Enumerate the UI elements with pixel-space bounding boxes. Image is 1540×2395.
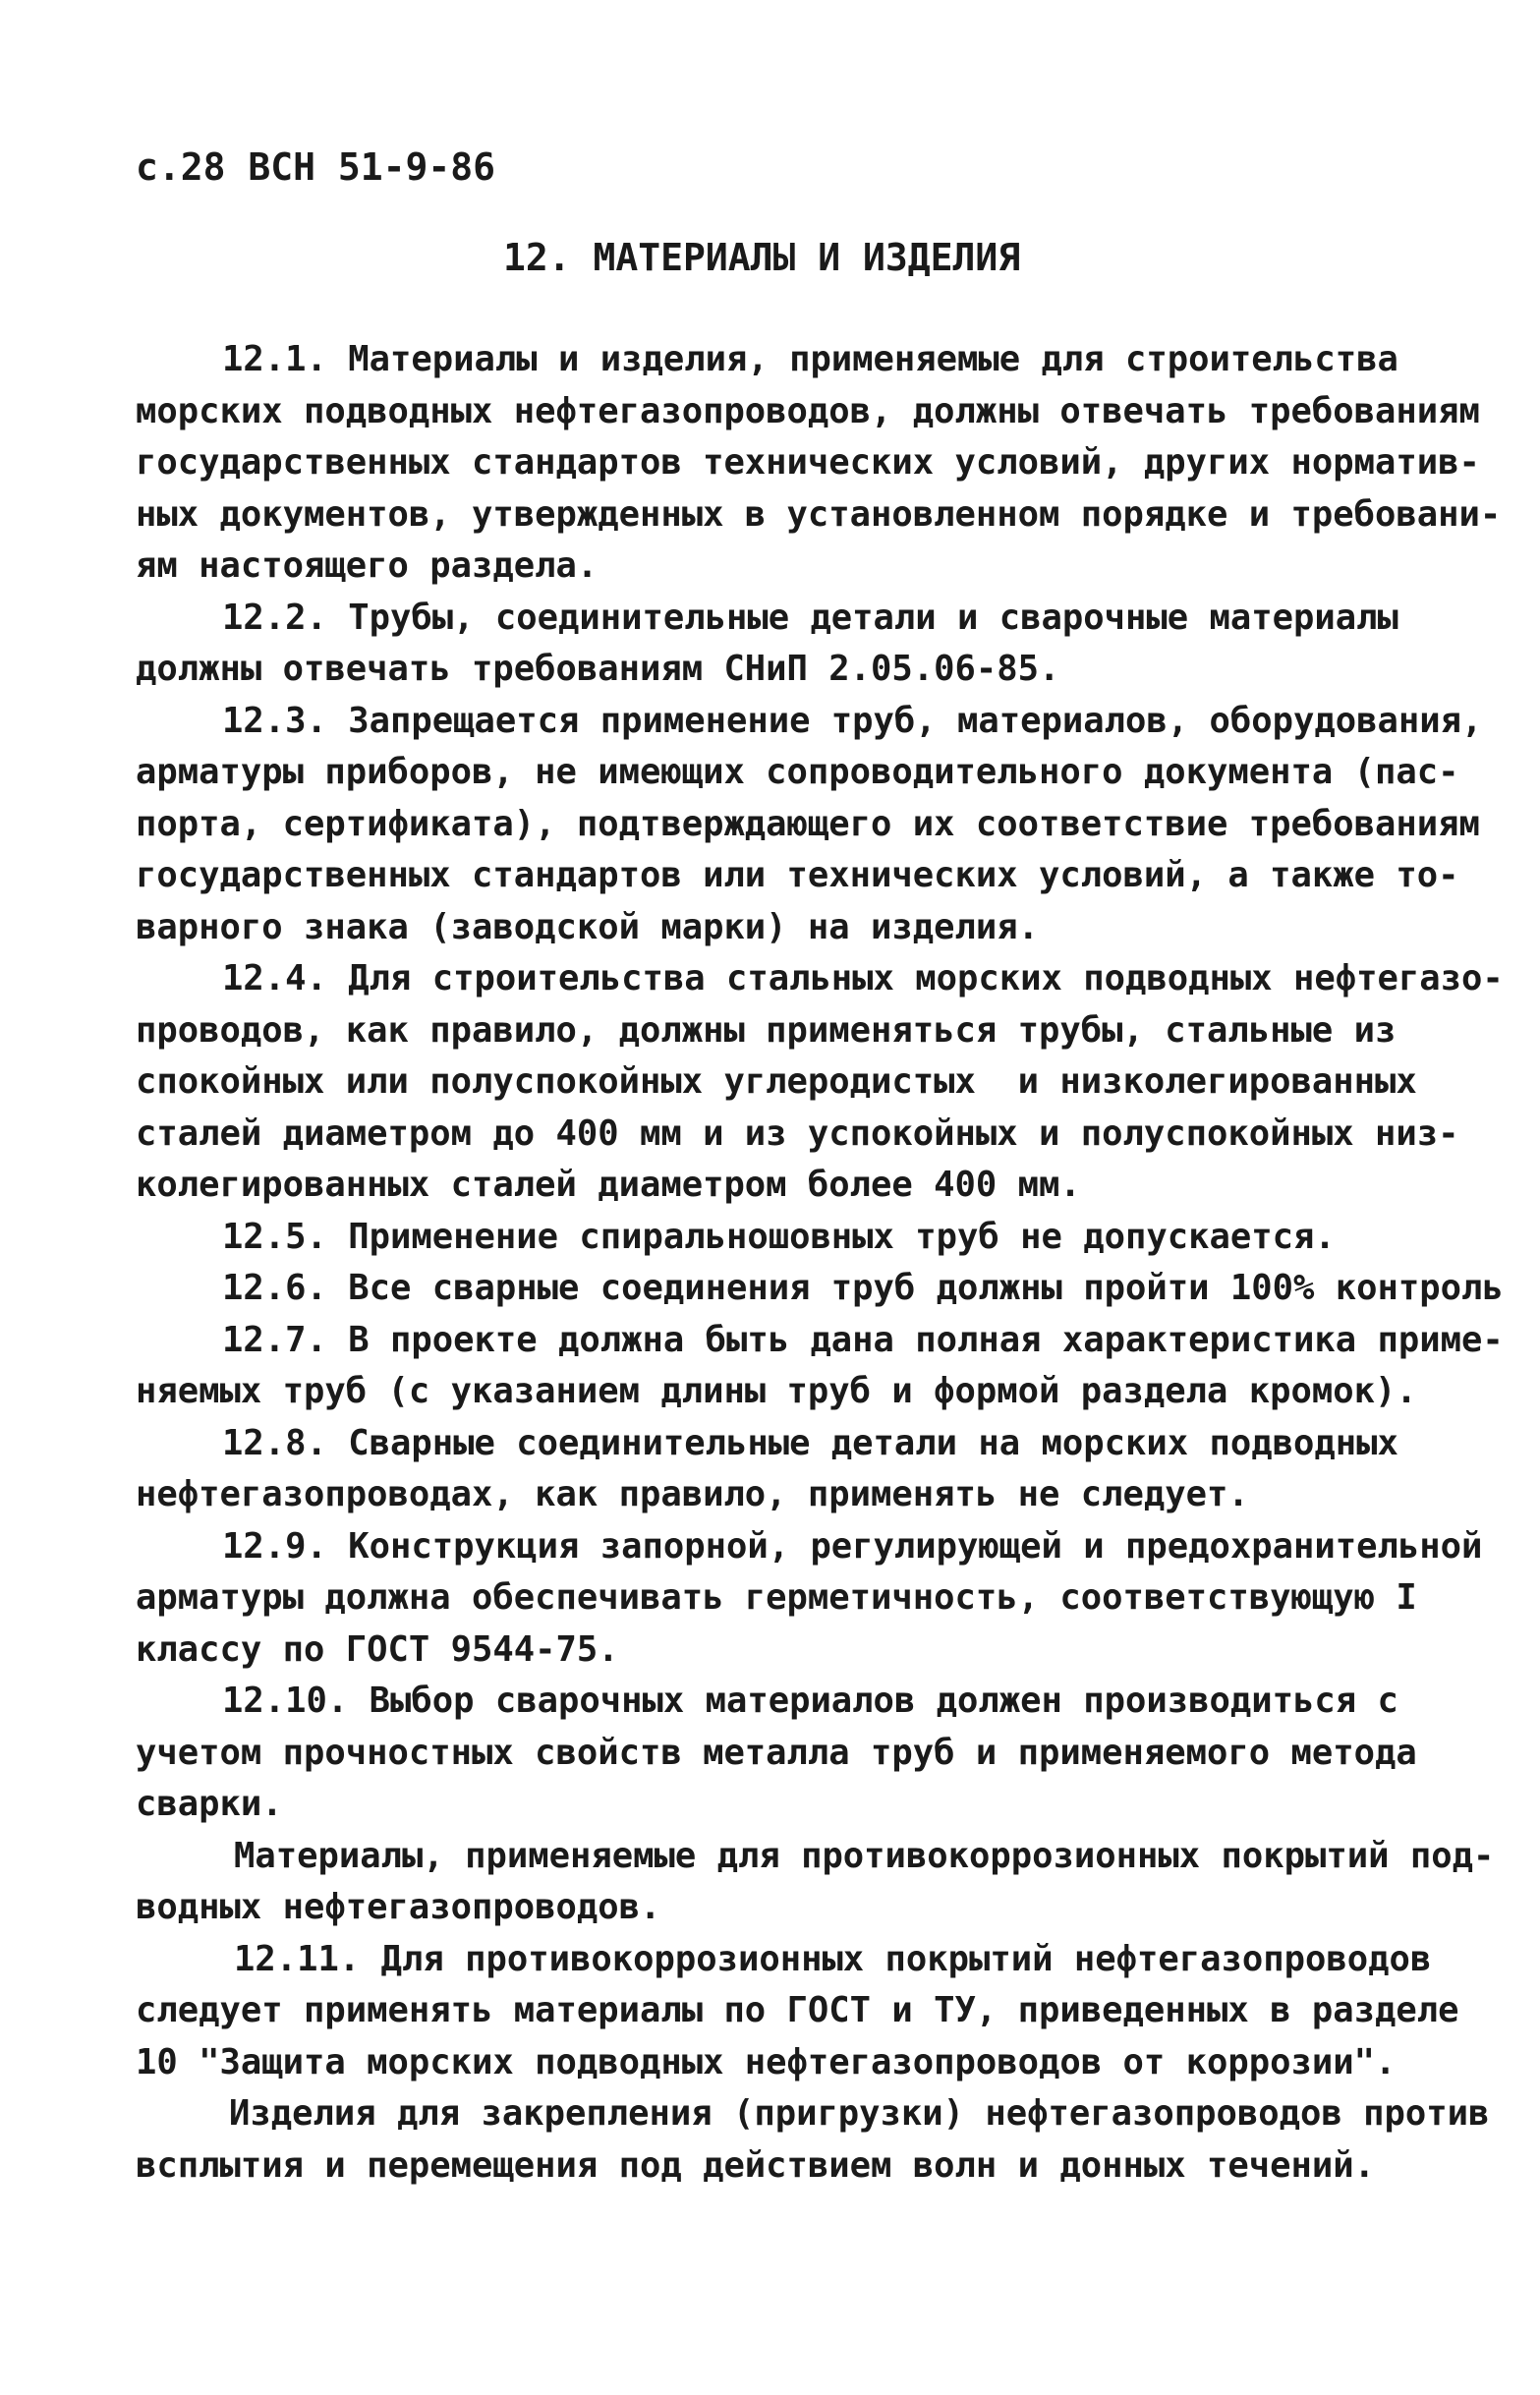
text-line: 12.10. Выбор сварочных материалов должен производиться с	[222, 1681, 1398, 1721]
text-line: колегированных сталей диаметром более 400 мм.	[136, 1165, 1081, 1205]
text-line: 12.5. Применение спиральношовных труб не допускается.	[222, 1216, 1336, 1257]
text-line: 12.4. Для строительства стальных морских подводных нефтегазо-	[222, 958, 1504, 998]
text-line: 12.7. В проекте должна быть дана полная характеристика приме-	[222, 1319, 1504, 1360]
text-line: проводов, как правило, должны применяться трубы, стальные из	[136, 1009, 1397, 1051]
text-line: сталей диаметром до 400 мм и из успокойных и полуспокойных низ-	[136, 1112, 1459, 1154]
text-line: должны отвечать требованиям СНиП 2.05.06-85.	[136, 649, 1060, 689]
section-body	[136, 334, 1502, 2192]
text-line: арматуры приборов, не имеющих сопроводительного документа (пас-	[136, 752, 1459, 792]
text-line: 12.11. Для противокоррозионных покрытий нефтегазопроводов	[234, 1938, 1432, 1979]
text-line: ям настоящего раздела.	[136, 545, 599, 586]
text-line: ных документов, утвержденных в установленном порядке и требовани-	[136, 493, 1502, 535]
text-line: спокойных или полуспокойных углеродистых и низколегированных	[136, 1061, 1417, 1102]
text-line: няемых труб (с указанием длины труб и формой раздела кромок).	[136, 1371, 1417, 1411]
text-line: Изделия для закрепления (пригрузки) нефтегазопроводов против	[229, 2093, 1490, 2134]
text-line: 12.6. Все сварные соединения труб должны пройти 100% контроль	[222, 1268, 1504, 1308]
text-line: морских подводных нефтегазопроводов, должны отвечать требованиям	[136, 390, 1480, 431]
text-line: сварки.	[136, 1784, 283, 1824]
text-line: 12.3. Запрещается применение труб, материалов, оборудования,	[222, 700, 1483, 741]
text-line: государственных стандартов технических условий, других норматив-	[136, 442, 1480, 483]
text-line: порта, сертификата), подтверждающего их соответствие требованиям	[136, 803, 1480, 844]
section-title: 12. МАТЕРИАЛЫ И ИЗДЕЛИЯ	[503, 236, 1021, 279]
text-line: всплытия и перемещения под действием волн и донных течений.	[136, 2144, 1375, 2186]
text-line: арматуры должна обеспечивать герметичность, соответствующую I	[136, 1577, 1417, 1618]
text-line: 12.2. Трубы, соединительные детали и сварочные материалы	[222, 597, 1398, 638]
text-line: классу по ГОСТ 9544-75.	[136, 1628, 619, 1670]
page-header: с.28 ВСН 51-9-86	[136, 145, 496, 189]
text-line: Материалы, применяемые для противокоррозионных покрытий под-	[234, 1835, 1495, 1876]
text-line: 10 "Защита морских подводных нефтегазопроводов от коррозии".	[136, 2041, 1397, 2082]
text-line: 12.9. Конструкция запорной, регулирующей и предохранительной	[222, 1525, 1483, 1567]
text-line: 12.1. Материалы и изделия, применяемые для строительства	[222, 339, 1398, 379]
text-line: 12.8. Сварные соединительные детали на морских подводных	[222, 1422, 1398, 1463]
text-line: учетом прочностных свойств металла труб и применяемого метода	[136, 1732, 1417, 1773]
text-line: нефтегазопроводах, как правило, применять не следует.	[136, 1474, 1249, 1514]
text-line: водных нефтегазопроводов.	[136, 1887, 661, 1927]
text-line: государственных стандартов или технических условий, а также то-	[136, 855, 1459, 895]
text-line: следует применять материалы по ГОСТ и ТУ, приведенных в разделе	[136, 1990, 1459, 2030]
text-line: варного знака (заводской марки) на изделия.	[136, 906, 1040, 947]
